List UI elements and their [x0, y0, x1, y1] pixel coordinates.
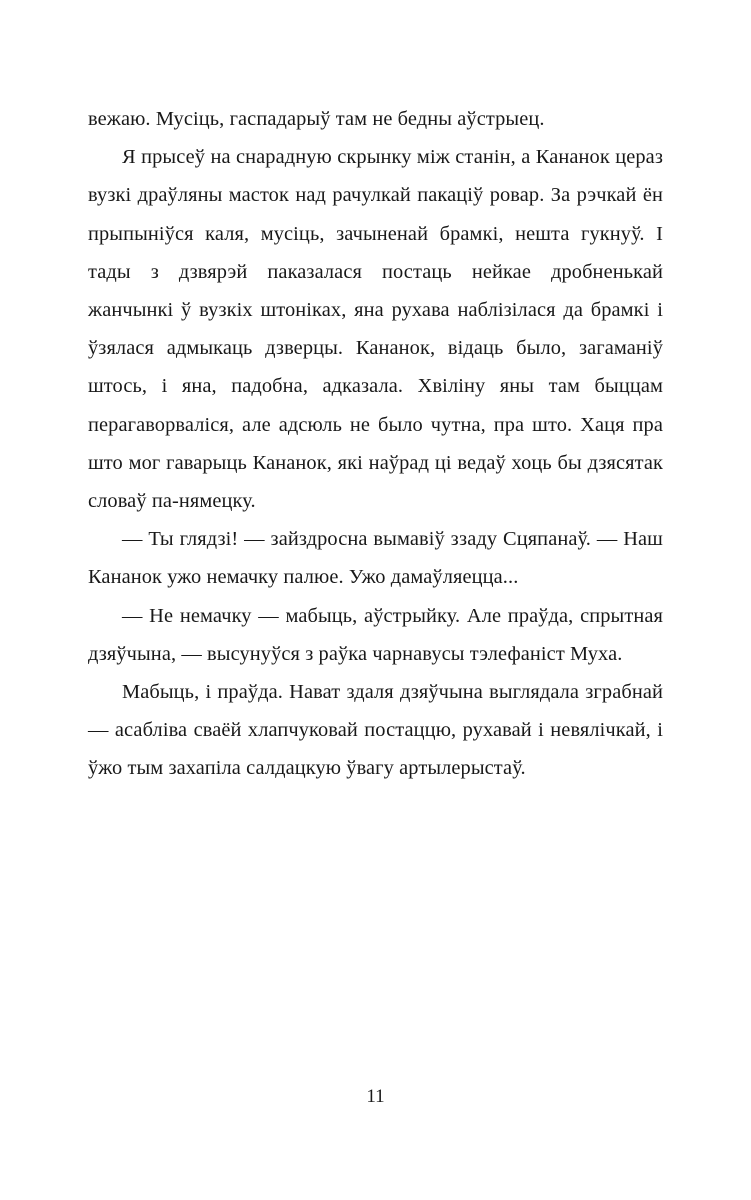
- paragraph: — Не немачку — мабыць, аўстрыйку. Але праўда, спрытная дзяўчына, — высунуўся з раўка чарнавусы тэлефаніст Муха.: [88, 604, 663, 665]
- paragraph: Я прысеў на снарадную скрынку між станін, а Кананок цераз вузкі драўляны масток над рачулкай пакаціў ровар. За рэчкай ён прыпыніўся каля, мусіць, зачыненай брамкі, нешта гукнуў. І тады з дзвярэй паказалася постаць нейкае дробненькай жанчынкі ў вузкіх штоніках, яна рухава наблізілася да брамкі і ўзялася адмыкаць дзверцы. Кананок, відаць было, загаманіў штось, і яна, падобна, адказала. Хвіліну яны там быццам перагаворваліся, але адсюль не было чутна, пра што. Хаця пра што мог гаварыць Кананок, які наўрад ці ведаў хоць бы дзясятак словаў па-нямецку.: [88, 146, 663, 513]
- page-body: [88, 100, 663, 788]
- paragraph: — Ты глядзі! — зайздросна вымавіў ззаду Сцяпанаў. — Наш Кананок ужо немачку палюе. Ужо дамаўляецца...: [88, 528, 663, 589]
- paragraph: Мабыць, і праўда. Нават здаля дзяўчына выглядала зграбнай — асабліва сваёй хлапчуковай постаццю, рухавай і невялічкай, і ўжо тым захапіла салдацкую ўвагу артылерыстаў.: [88, 681, 663, 780]
- paragraph: вежаю. Мусіць, гаспадарыў там не бедны аўстрыец.: [88, 108, 545, 130]
- page-number: 11: [366, 1086, 385, 1107]
